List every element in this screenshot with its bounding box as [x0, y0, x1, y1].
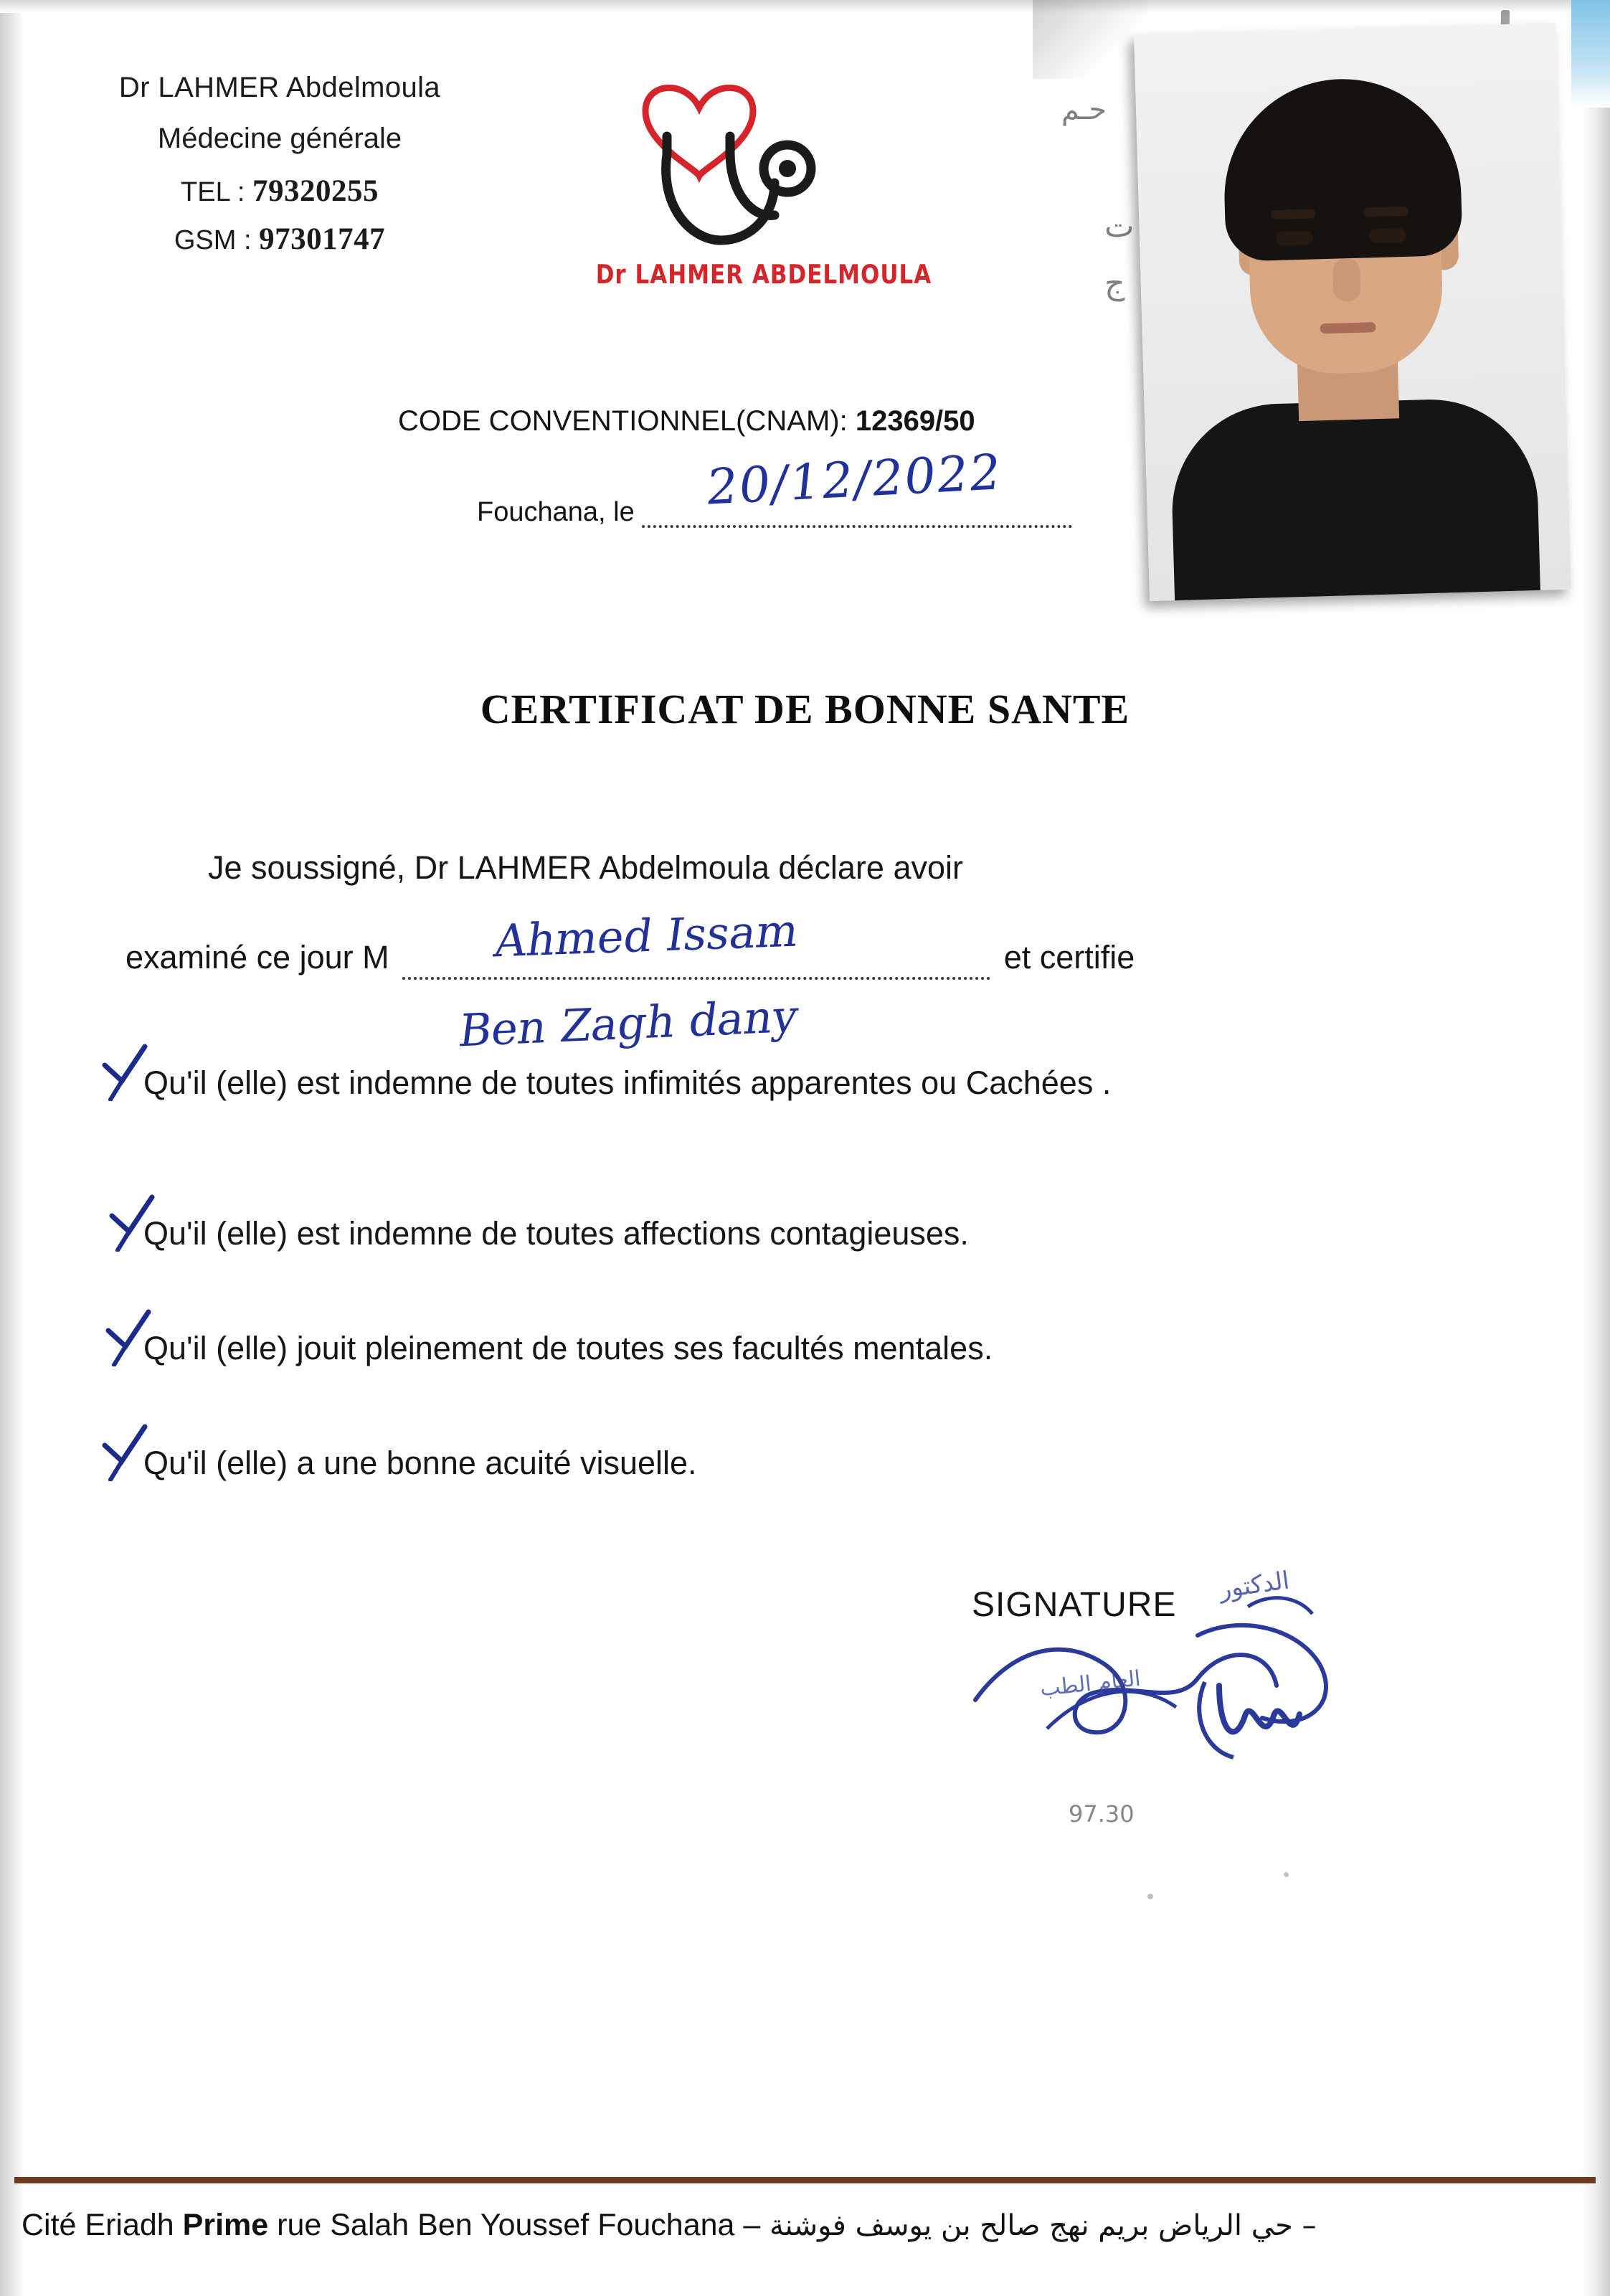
- footer-text-part1: Cité Eriadh: [22, 2208, 183, 2242]
- footer-text-part2: rue Salah Ben Youssef Fouchana –: [268, 2208, 761, 2242]
- page-title: CERTIFICAT DE BONNE SANTE: [480, 686, 1130, 732]
- signature-label: SIGNATURE: [972, 1586, 1177, 1624]
- footer-text-bold: Prime: [182, 2208, 269, 2242]
- footer-address: [22, 2208, 1592, 2243]
- cnam-line: [398, 405, 975, 438]
- patient-name-handwritten-line2: Ben Zagh dany: [455, 989, 802, 1057]
- stethoscope-heart-logo: [559, 68, 889, 283]
- scan-edge-top: [0, 0, 1610, 13]
- arabic-faint-text-1: حـم: [1061, 93, 1107, 126]
- footer-divider: [14, 2177, 1596, 2183]
- clause-item-1: Qu'il (elle) est indemne de toutes infimités apparentes ou Cachées .: [143, 1064, 1112, 1101]
- photo-hair: [1221, 76, 1463, 262]
- logo-caption: Dr LAHMER ABDELMOULA: [595, 259, 932, 290]
- footer-text-arabic: حي الرياض بريم نهج صالح بن يوسف فوشنة –: [760, 2209, 1317, 2242]
- date-handwritten: 20/12/2022: [704, 443, 1005, 517]
- patient-photo: [1134, 23, 1571, 601]
- photo-eyebrow-left: [1271, 209, 1315, 219]
- clause-item-3: Qu'il (elle) jouit pleinement de toutes ses facultés mentales.: [143, 1330, 993, 1366]
- photo-eyebrow-right: [1364, 207, 1408, 217]
- scan-speck: [1147, 1894, 1153, 1899]
- scan-edge-left: [0, 0, 24, 2296]
- stamp-arabic-top: الدكتور: [1217, 1566, 1292, 1605]
- stamp-phone: 97.30: [1069, 1800, 1135, 1828]
- scan-edge-right: [1581, 0, 1610, 2296]
- photo-shirt: [1170, 397, 1541, 601]
- doctor-name: Dr LAHMER Abdelmoula: [118, 72, 441, 103]
- doctor-tel: [36, 174, 524, 209]
- gsm-label: GSM :: [174, 225, 252, 255]
- cnam-value: 12369/50: [855, 405, 975, 437]
- photo-background: [1134, 23, 1571, 601]
- cnam-label: CODE CONVENTIONNEL(CNAM):: [398, 405, 848, 437]
- doctor-gsm: [36, 222, 524, 257]
- arabic-faint-text-2: ت: [1104, 208, 1135, 245]
- photo-nose: [1332, 258, 1361, 302]
- stamp-arabic-mid: العام الطب: [1038, 1666, 1142, 1702]
- scan-speck: [1284, 1872, 1289, 1877]
- doctor-specialty: Médecine générale: [157, 123, 402, 154]
- scan-shadow: [1033, 0, 1147, 79]
- tel-value: 79320255: [252, 174, 379, 208]
- blue-paper-strip: [1571, 0, 1610, 108]
- photo-eye-left: [1276, 230, 1314, 245]
- patient-name-handwritten-line1: Ahmed Issam: [491, 904, 802, 968]
- arabic-faint-text-3: ج: [1104, 265, 1125, 302]
- exam-prefix: examiné ce jour M: [126, 939, 389, 975]
- signature-stamp: [961, 1564, 1363, 1865]
- photo-eye-right: [1369, 228, 1407, 243]
- clause-item-2: Qu'il (elle) est indemne de toutes affections contagieuses.: [143, 1215, 969, 1252]
- doctor-header-block: [36, 72, 524, 270]
- exam-suffix: et certifie: [1003, 939, 1135, 975]
- city-label: Fouchana, le: [477, 497, 635, 527]
- tel-label: TEL :: [181, 177, 245, 207]
- gsm-value: 97301747: [259, 222, 386, 256]
- photo-mouth: [1320, 322, 1375, 334]
- clause-item-4: Qu'il (elle) a une bonne acuité visuelle.: [143, 1445, 697, 1481]
- declaration-intro: Je soussigné, Dr LAHMER Abdelmoula déclare avoir: [208, 849, 963, 886]
